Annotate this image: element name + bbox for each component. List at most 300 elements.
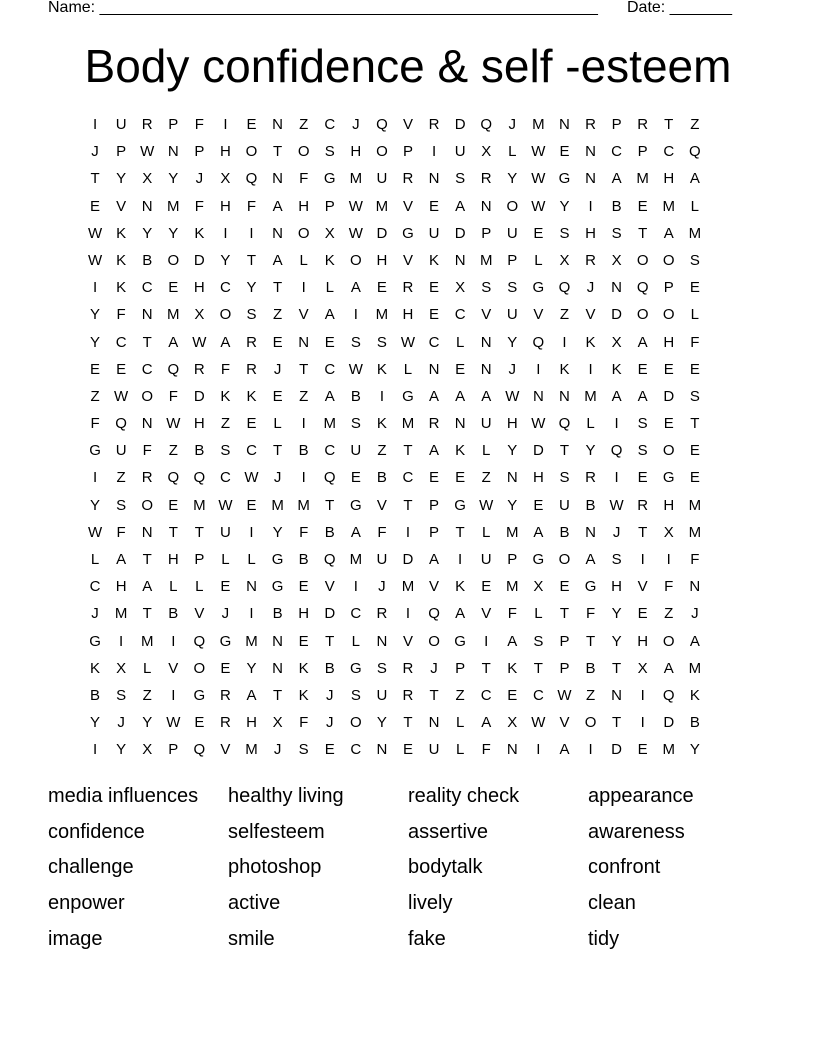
grid-row [82, 575, 708, 602]
grid-letter: L [508, 143, 517, 161]
grid-letter: I [249, 605, 254, 623]
grid-letter: I [536, 360, 541, 378]
grid-letter: K [376, 360, 387, 378]
grid-letter: R [141, 469, 153, 487]
grid-letter: A [611, 387, 622, 405]
grid-letter: W [400, 333, 416, 351]
grid-letter: K [455, 442, 466, 460]
grid-letter: E [194, 714, 205, 732]
grid-letter: G [402, 224, 414, 242]
grid-letter: S [611, 551, 622, 568]
grid-letter: U [428, 224, 440, 242]
grid-row [82, 494, 708, 521]
grid-letter: M [636, 170, 649, 188]
grid-letter: E [455, 360, 466, 378]
grid-letter: Y [90, 714, 101, 732]
grid-row [82, 167, 708, 194]
grid-letter: R [402, 686, 414, 704]
grid-letter: D [611, 741, 623, 759]
word-list-item: active [228, 892, 281, 915]
grid-letter: X [481, 143, 492, 161]
grid-letter: I [379, 387, 384, 405]
grid-letter: L [455, 741, 465, 759]
grid-letter: Y [689, 741, 700, 759]
grid-letter: F [299, 170, 309, 188]
grid-letter: M [662, 197, 675, 215]
grid-letter: K [376, 415, 387, 433]
grid-letter: O [193, 659, 206, 677]
grid-letter: L [403, 360, 413, 378]
grid-letter: C [220, 469, 231, 487]
grid-letter: Q [323, 469, 336, 487]
grid-letter: J [508, 116, 517, 133]
grid-letter: S [350, 415, 361, 433]
grid-letter: I [171, 632, 176, 650]
grid-letter: M [271, 496, 284, 514]
grid-letter: F [246, 197, 257, 215]
grid-letter: E [168, 496, 179, 514]
grid-letter: K [220, 387, 231, 405]
grid-letter: H [376, 251, 388, 269]
grid-letter: F [690, 551, 700, 568]
grid-letter: K [507, 659, 518, 677]
grid-letter: P [507, 251, 518, 269]
grid-letter: K [116, 279, 127, 297]
grid-letter: P [168, 741, 179, 759]
grid-letter: V [324, 578, 335, 596]
grid-letter: W [87, 251, 103, 269]
grid-letter: S [559, 469, 570, 487]
grid-letter: I [562, 333, 567, 351]
grid-letter: V [637, 578, 648, 596]
grid-letter: N [689, 578, 701, 596]
grid-letter: A [324, 387, 335, 405]
grid-letter: V [194, 605, 205, 623]
grid-letter: C [532, 686, 544, 704]
grid-letter: L [247, 551, 256, 568]
grid-letter: A [559, 741, 570, 759]
grid-letter: Q [115, 415, 127, 433]
grid-letter: E [637, 197, 648, 215]
grid-letter: H [637, 632, 649, 650]
grid-letter: L [482, 442, 491, 460]
grid-letter: S [116, 496, 127, 514]
grid-letter: S [350, 686, 361, 704]
grid-letter: E [324, 741, 335, 759]
grid-letter: E [429, 197, 440, 215]
grid-letter: M [167, 197, 180, 215]
grid-letter: M [401, 578, 415, 596]
grid-letter: E [637, 469, 648, 487]
grid-letter: K [689, 686, 700, 704]
grid-letter: B [142, 251, 153, 269]
grid-letter: M [584, 387, 597, 405]
grid-letter: B [689, 714, 700, 732]
grid-letter: U [115, 442, 127, 460]
grid-letter: T [664, 116, 674, 133]
grid-letter: K [429, 251, 440, 269]
grid-letter: G [532, 551, 545, 568]
grid-letter: M [140, 632, 154, 650]
word-list-item: bodytalk [408, 856, 483, 879]
grid-letter: Z [116, 469, 126, 487]
grid-letter: O [167, 251, 180, 269]
grid-letter: Q [167, 360, 180, 378]
grid-letter: A [637, 333, 648, 351]
grid-letter: J [430, 659, 438, 677]
grid-letter: L [455, 714, 465, 732]
grid-row [82, 466, 708, 493]
grid-letter: V [116, 197, 127, 215]
grid-letter: Q [610, 442, 623, 460]
grid-letter: D [663, 714, 675, 732]
grid-letter: W [348, 197, 363, 215]
grid-letter: E [689, 469, 700, 487]
grid-letter: Z [559, 306, 570, 324]
grid-letter: Z [220, 415, 231, 433]
grid-letter: E [298, 632, 309, 650]
grid-letter: A [220, 333, 231, 351]
grid-letter: T [273, 686, 283, 704]
grid-letter: K [194, 224, 205, 242]
grid-letter: A [481, 714, 492, 732]
grid-letter: C [115, 333, 127, 351]
grid-letter: D [376, 224, 388, 242]
grid-letter: Q [167, 469, 180, 487]
grid-letter: U [376, 551, 388, 568]
grid-letter: E [507, 686, 518, 704]
grid-letter: B [350, 387, 361, 405]
grid-letter: F [299, 714, 309, 732]
grid-letter: S [246, 306, 257, 324]
grid-letter: H [167, 551, 179, 568]
grid-letter: N [506, 469, 518, 487]
grid-letter: R [220, 686, 231, 704]
grid-letter: V [585, 306, 596, 324]
grid-letter: T [299, 360, 309, 378]
grid-letter: Q [689, 143, 701, 161]
grid-letter: A [429, 442, 440, 460]
grid-letter: P [429, 496, 440, 514]
grid-letter: S [481, 279, 492, 297]
grid-letter: A [324, 306, 335, 324]
grid-letter: I [353, 578, 358, 596]
grid-letter: A [455, 387, 466, 405]
word-list [48, 779, 788, 958]
grid-letter: C [663, 143, 675, 161]
grid-letter: E [90, 360, 101, 378]
grid-letter: N [298, 333, 310, 351]
grid-letter: W [348, 224, 363, 242]
grid-letter: G [402, 387, 414, 405]
grid-letter: V [220, 741, 231, 759]
grid-letter: N [611, 686, 623, 704]
grid-letter: L [195, 578, 204, 596]
grid-letter: Q [558, 279, 571, 297]
grid-letter: N [428, 360, 440, 378]
grid-letter: M [688, 659, 702, 677]
grid-letter: C [480, 686, 492, 704]
grid-letter: Z [273, 306, 283, 324]
grid-letter: J [325, 714, 334, 732]
grid-letter: I [640, 686, 645, 704]
grid-row [82, 412, 708, 439]
grid-letter: T [168, 523, 178, 541]
grid-letter: G [271, 578, 284, 596]
grid-letter: R [428, 116, 440, 133]
grid-letter: O [636, 251, 649, 269]
grid-letter: O [584, 714, 597, 732]
grid-letter: Z [90, 387, 100, 405]
grid-letter: V [559, 714, 570, 732]
grid-letter: H [402, 306, 414, 324]
grid-letter: T [612, 714, 622, 732]
grid-letter: N [272, 224, 283, 242]
grid-letter: R [585, 251, 596, 269]
grid-letter: I [640, 714, 645, 732]
grid-letter: U [428, 741, 440, 759]
grid-row [82, 548, 708, 575]
grid-letter: F [168, 387, 178, 405]
grid-letter: H [220, 197, 231, 215]
grid-letter: I [223, 116, 228, 133]
grid-letter: Q [662, 686, 675, 704]
grid-letter: X [559, 251, 570, 269]
grid-letter: Q [636, 279, 649, 297]
grid-letter: I [223, 224, 228, 242]
grid-letter: B [324, 523, 335, 541]
grid-letter: P [559, 632, 570, 650]
grid-letter: Z [377, 442, 387, 460]
grid-letter: N [454, 415, 466, 433]
grid-letter: E [637, 741, 648, 759]
grid-letter: W [531, 415, 546, 433]
grid-letter: O [662, 306, 675, 324]
word-list-item: appearance [588, 785, 694, 807]
grid-letter: N [585, 170, 596, 188]
grid-letter: B [585, 659, 596, 677]
grid-letter: S [637, 442, 648, 460]
grid-letter: M [688, 224, 702, 242]
grid-letter: V [481, 605, 492, 623]
grid-letter: G [219, 632, 232, 650]
grid-letter: E [220, 659, 231, 677]
grid-letter: R [193, 360, 205, 378]
grid-letter: E [376, 279, 387, 297]
grid-letter: G [89, 442, 101, 460]
grid-letter: V [168, 659, 179, 677]
grid-letter: C [324, 360, 336, 378]
grid-letter: L [690, 306, 699, 324]
grid-letter: W [479, 496, 494, 514]
grid-letter: N [141, 306, 153, 324]
grid-letter: E [246, 415, 257, 433]
page-title: Body confidence & self -esteem [84, 40, 732, 92]
grid-letter: W [531, 143, 546, 161]
grid-letter: Y [559, 197, 570, 215]
grid-letter: D [454, 224, 466, 242]
grid-letter: G [584, 578, 597, 596]
grid-letter: C [220, 279, 231, 297]
grid-letter: X [194, 306, 205, 324]
grid-letter: T [325, 632, 335, 650]
grid-letter: J [273, 360, 282, 378]
grid-letter: K [559, 360, 570, 378]
grid-letter: A [637, 387, 648, 405]
grid-letter: L [455, 333, 465, 351]
grid-row [82, 738, 708, 765]
grid-letter: S [298, 741, 309, 759]
grid-letter: Y [376, 714, 387, 732]
grid-letter: H [193, 279, 205, 297]
grid-row [82, 657, 708, 684]
grid-letter: J [612, 523, 621, 541]
grid-letter: Y [585, 442, 596, 460]
grid-row [82, 249, 708, 276]
grid-letter: L [534, 251, 543, 269]
grid-letter: O [297, 143, 310, 161]
grid-letter: K [611, 360, 622, 378]
grid-letter: C [324, 442, 336, 460]
grid-letter: T [559, 605, 570, 623]
grid-letter: L [221, 551, 230, 568]
grid-letter: C [89, 578, 101, 596]
word-list-item: smile [228, 927, 275, 950]
grid-letter: S [116, 686, 127, 704]
grid-letter: L [690, 197, 699, 215]
grid-letter: P [116, 143, 127, 161]
grid-letter: E [663, 415, 674, 433]
grid-letter: N [272, 170, 283, 188]
grid-letter: C [324, 116, 336, 133]
grid-letter: C [350, 741, 362, 759]
grid-letter: K [298, 659, 309, 677]
grid-letter: E [637, 360, 648, 378]
grid-letter: A [116, 551, 127, 568]
grid-letter: N [585, 143, 596, 161]
grid-letter: I [588, 197, 593, 215]
grid-letter: A [507, 632, 518, 650]
grid-letter: A [663, 659, 674, 677]
grid-letter: Q [193, 632, 206, 650]
grid-letter: Q [428, 605, 440, 623]
word-list-item: awareness [588, 820, 685, 843]
grid-letter: G [349, 496, 362, 514]
grid-letter: Y [272, 523, 283, 541]
grid-letter: P [663, 279, 674, 297]
grid-letter: P [324, 197, 335, 215]
grid-letter: S [324, 143, 335, 161]
grid-letter: N [532, 387, 544, 405]
grid-letter: T [612, 659, 622, 677]
grid-letter: A [246, 686, 257, 704]
grid-letter: N [428, 170, 440, 188]
grid-letter: H [663, 496, 675, 514]
grid-letter: S [376, 659, 387, 677]
grid-letter: E [402, 741, 413, 759]
grid-letter: Z [585, 686, 596, 704]
grid-letter: O [219, 306, 232, 324]
grid-letter: K [324, 251, 335, 269]
grid-letter: X [637, 659, 648, 677]
grid-letter: E [689, 279, 700, 297]
grid-row [82, 113, 708, 140]
grid-letter: W [166, 714, 181, 732]
grid-letter: G [558, 170, 571, 188]
grid-letter: B [559, 523, 570, 541]
grid-letter: T [194, 523, 204, 541]
grid-letter: E [429, 306, 440, 324]
grid-letter: I [249, 523, 254, 541]
grid-letter: Y [246, 659, 257, 677]
grid-letter: I [92, 469, 98, 487]
grid-letter: J [91, 605, 99, 623]
grid-letter: W [218, 496, 233, 514]
grid-letter: S [220, 442, 231, 460]
grid-row [82, 140, 708, 167]
grid-letter: L [586, 415, 595, 433]
grid-letter: I [92, 116, 98, 133]
grid-letter: A [585, 551, 596, 568]
grid-letter: C [428, 333, 440, 351]
grid-letter: P [402, 143, 413, 161]
grid-letter: E [246, 496, 257, 514]
grid-letter: X [142, 170, 153, 188]
grid-letter: N [141, 415, 153, 433]
grid-letter: A [429, 551, 440, 568]
grid-letter: L [143, 659, 152, 677]
grid-letter: T [403, 442, 413, 460]
grid-letter: W [87, 523, 103, 541]
grid-letter: W [140, 143, 155, 161]
grid-letter: X [611, 333, 622, 351]
grid-letter: B [298, 551, 309, 568]
grid-letter: H [532, 469, 544, 487]
grid-letter: J [691, 605, 699, 623]
grid-row [82, 385, 708, 412]
grid-letter: E [663, 360, 674, 378]
grid-letter: U [115, 116, 127, 133]
grid-letter: F [90, 415, 100, 433]
grid-letter: J [273, 741, 282, 759]
grid-letter: M [375, 306, 389, 324]
grid-letter: J [273, 469, 282, 487]
grid-letter: X [663, 523, 674, 541]
grid-row [82, 358, 708, 385]
grid-letter: E [429, 469, 440, 487]
grid-letter: Y [116, 741, 127, 759]
grid-letter: A [611, 170, 622, 188]
grid-letter: C [141, 360, 153, 378]
grid-letter: I [484, 632, 489, 650]
grid-letter: P [611, 116, 622, 133]
grid-letter: D [193, 387, 205, 405]
grid-letter: I [353, 306, 358, 324]
grid-letter: F [299, 523, 309, 541]
grid-letter: G [193, 686, 206, 704]
grid-letter: L [169, 578, 178, 596]
grid-letter: R [637, 496, 649, 514]
grid-letter: F [194, 197, 204, 215]
grid-letter: J [586, 279, 595, 297]
grid-letter: P [194, 143, 205, 161]
grid-letter: M [506, 523, 519, 541]
grid-letter: M [479, 251, 493, 269]
grid-letter: U [350, 442, 362, 460]
grid-letter: H [585, 224, 596, 242]
grid-letter: Q [480, 116, 493, 133]
grid-letter: J [91, 143, 99, 161]
